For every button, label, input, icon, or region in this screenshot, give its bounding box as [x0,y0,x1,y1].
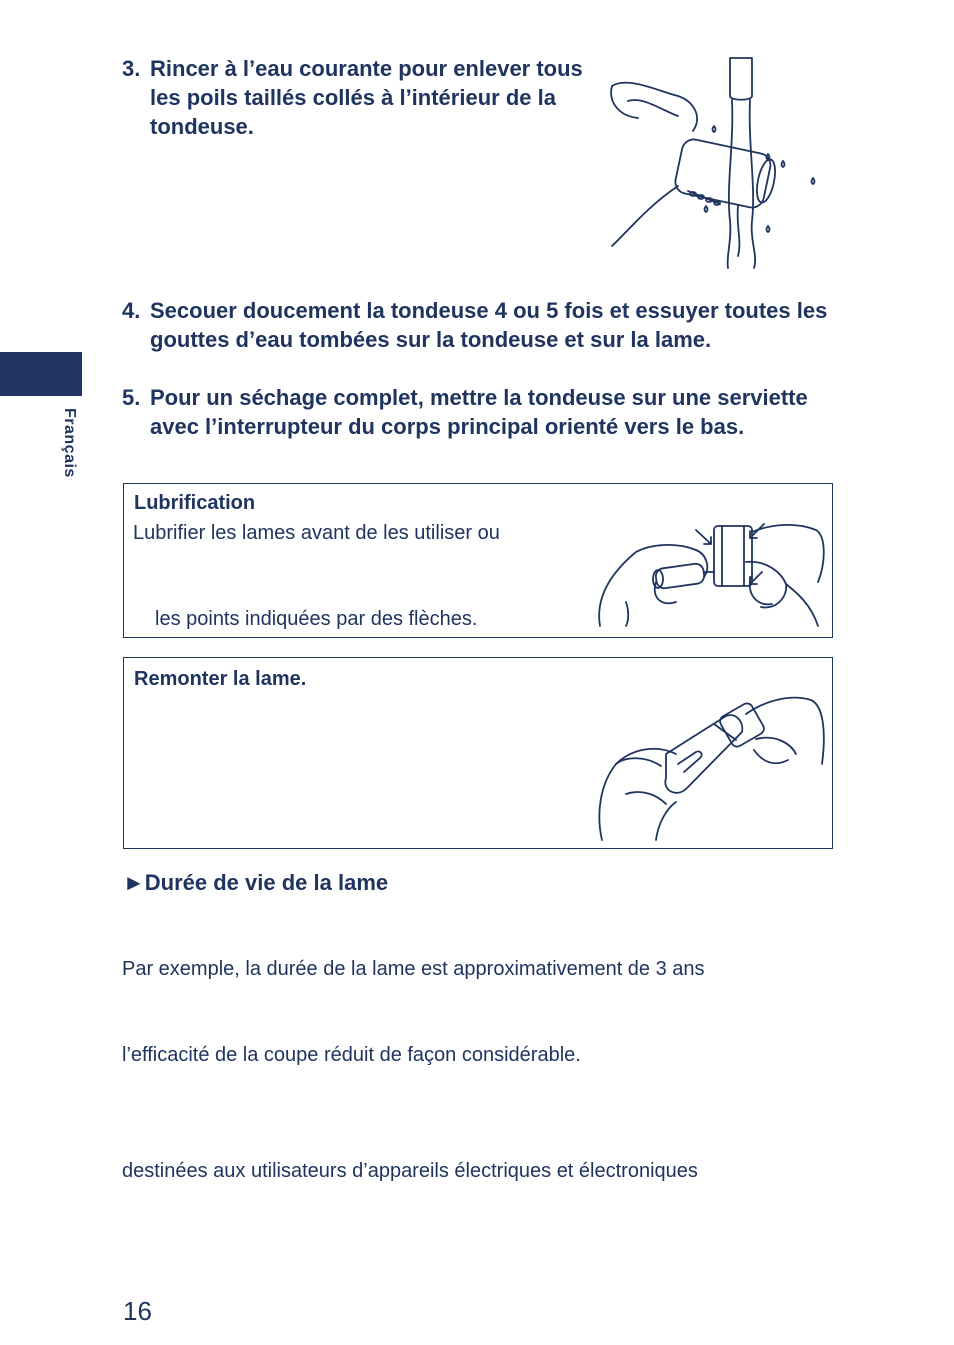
page-number: 16 [123,1296,152,1326]
step-3-number: 3. [122,56,141,81]
lubrification-line-1: Lubrifier les lames avant de les utiliser ou [133,522,500,544]
step-4-number: 4. [122,298,141,323]
blade-life-line-2: l’efficacité de la coupe réduit de façon considérable. [122,1044,581,1066]
lubrification-title: Lubrification [134,492,256,514]
step-5 [122,383,837,441]
step-4-text: Secouer doucement la tondeuse 4 ou 5 fois et essuyer toutes les gouttes d’eau tombées sur la tondeuse et sur la lame. [150,298,828,352]
lubrification-line-2: les points indiquées par des flèches. [155,608,478,630]
language-tab-marker [0,352,82,396]
rinsing-illustration [608,56,833,271]
step-4 [122,296,837,354]
blade-life-line-1: Par exemple, la durée de la lame est approximativement de 3 ans [122,958,705,980]
blade-life-heading: ►Durée de vie de la lame [123,870,389,895]
step-3 [122,54,602,141]
reattach-blade-illustration [596,694,828,844]
language-label: Français [61,408,78,478]
step-3-text: Rincer à l’eau courante pour enlever tous les poils taillés collés à l’intérieur de la tondeuse. [150,56,583,139]
step-5-number: 5. [122,385,141,410]
lubrication-illustration [596,522,828,634]
remonter-title: Remonter la lame. [134,668,307,690]
blade-life-line-3: destinées aux utilisateurs d’appareils électriques et électroniques [122,1160,698,1182]
remonter-box [123,657,833,849]
step-5-text: Pour un séchage complet, mettre la tondeuse sur une serviette avec l’interrupteur du corps principal orienté vers le bas. [150,385,808,439]
lubrification-box [123,483,833,638]
